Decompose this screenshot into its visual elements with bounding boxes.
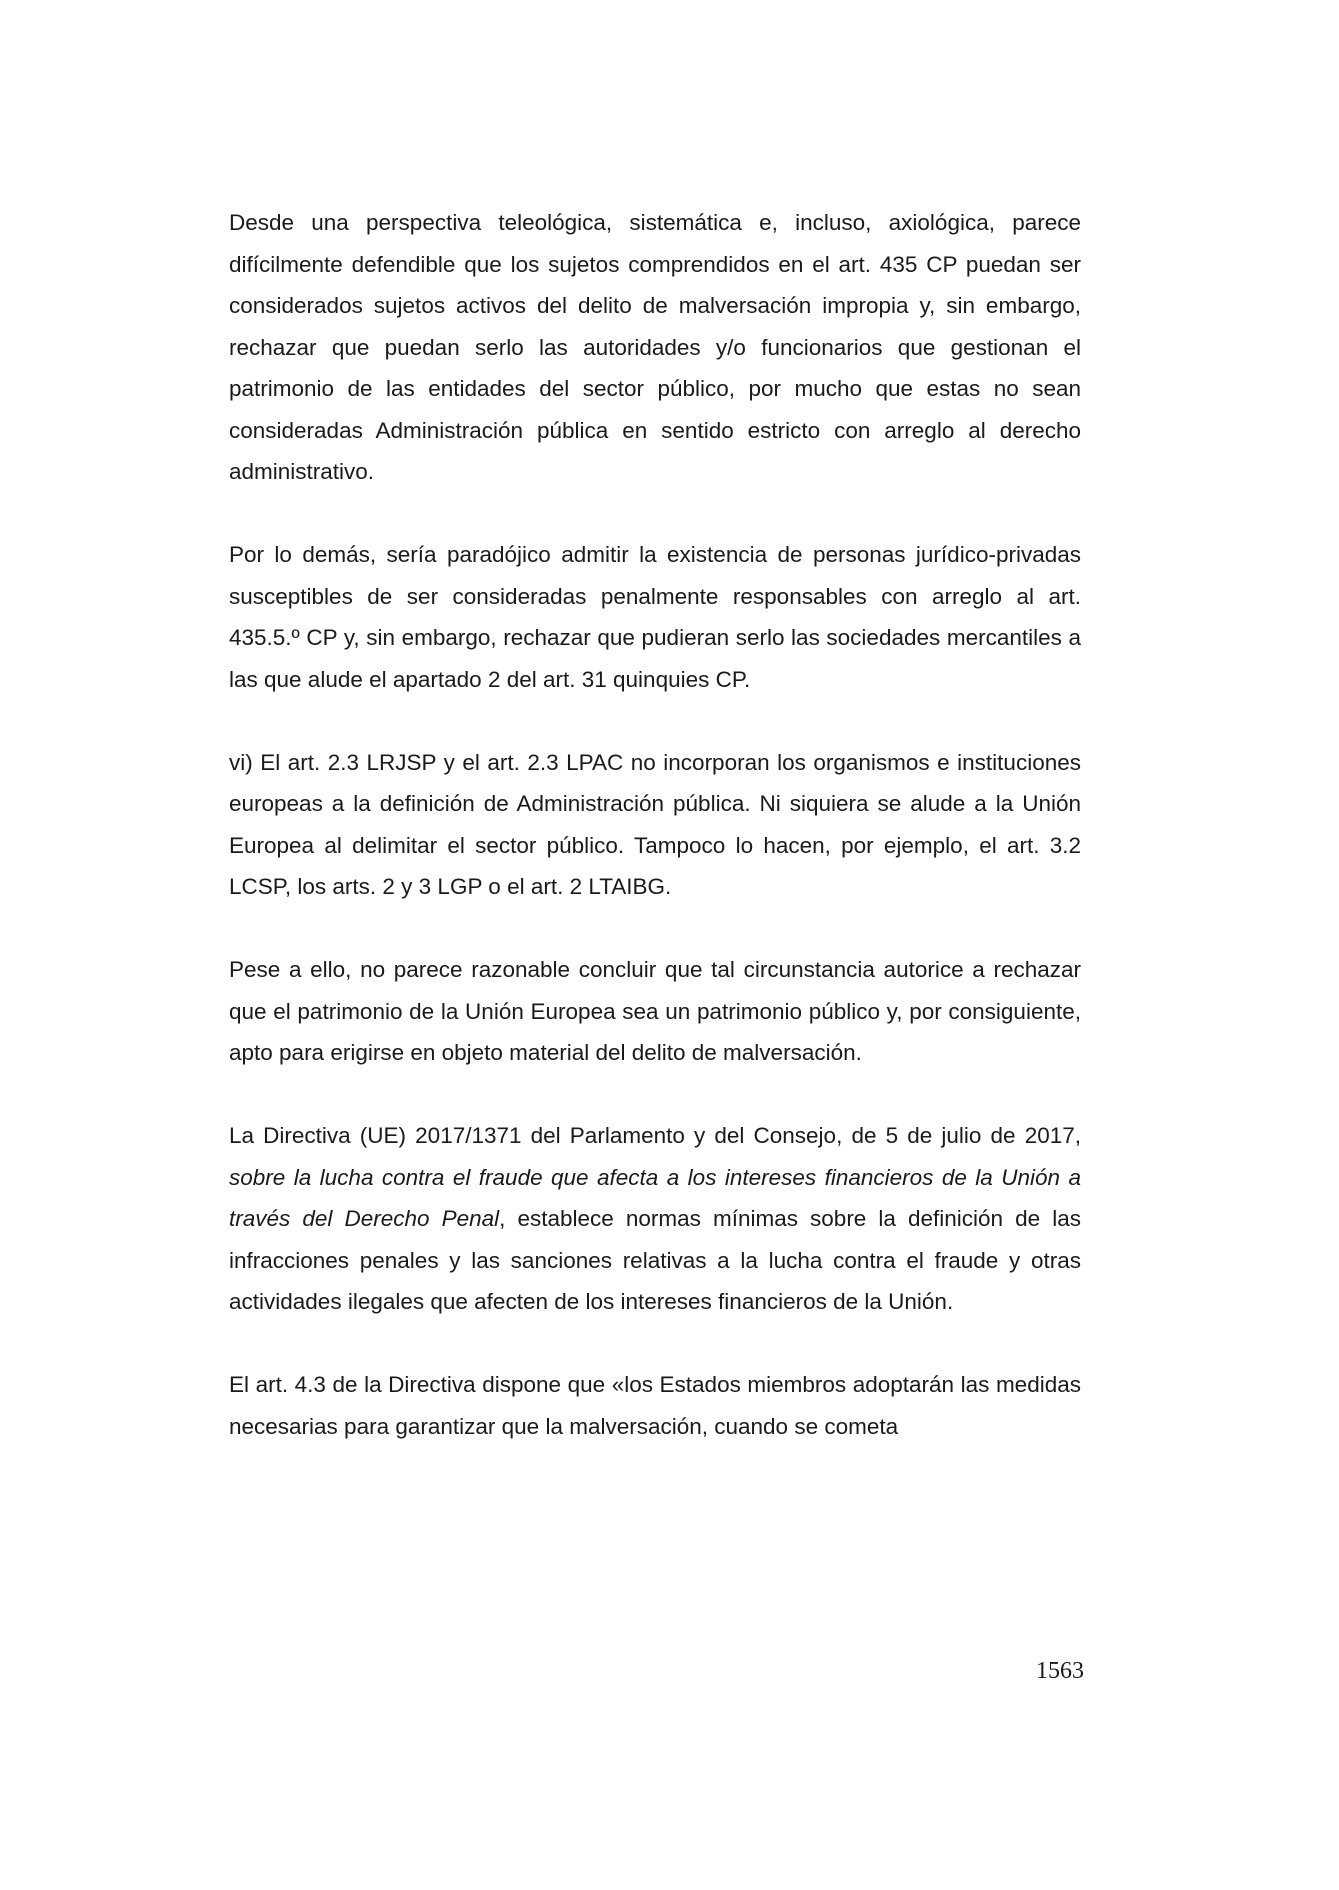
paragraph-pese-a-ello: Pese a ello, no parece razonable concluir que tal circunstancia autorice a rechazar que el patrimonio de la Unión Europea sea un patrimonio público y, por consiguiente, apto para erigirse en objeto material del delito de malversación. [229,957,1081,1065]
body-text [229,202,1081,1447]
paragraph-vi-lrjsp: vi) El art. 2.3 LRJSP y el art. 2.3 LPAC no incorporan los organismos e instituciones europeas a la definición de Administración pública. Ni siquiera se alude a la Unión Europea al delimitar el sector público. Tampoco lo hacen, por ejemplo, el art. 3.2 LCSP, los arts. 2 y 3 LGP o el art. 2 LTAIBG. [229,749,1081,899]
paragraph-directiva [229,1115,1081,1323]
directiva-rest-text: , establece normas mínimas sobre la definición de las infracciones penales y las sanciones relativas a la lucha contra el fraude y otras actividades ilegales que afecten de los intereses financieros de la Unión. [229,1206,1081,1314]
directiva-title-italic: sobre la lucha contra el fraude que afecta a los intereses financieros de la Unión a través del Derecho Penal [229,1164,1081,1231]
page-number: 1563 [1036,1658,1084,1684]
paragraph-art-4-3: El art. 4.3 de la Directiva dispone que «los Estados miembros adoptarán las medidas necesarias para garantizar que la malversación, cuando se cometa [229,1372,1081,1439]
paragraph-paradojico: Por lo demás, sería paradójico admitir la existencia de personas jurídico-privadas susceptibles de ser consideradas penalmente responsables con arreglo al art. 435.5.º CP y, sin embargo, rechazar que pudieran serlo las sociedades mercantiles a las que alude el apartado 2 del art. 31 quinquies CP. [229,542,1081,692]
paragraph-teleologica: Desde una perspectiva teleológica, sistemática e, incluso, axiológica, parece difícilmente defendible que los sujetos comprendidos en el art. 435 CP puedan ser considerados sujetos activos del delito de malversación impropia y, sin embargo, rechazar que puedan serlo las autoridades y/o funcionarios que gestionan el patrimonio de las entidades del sector público, por mucho que estas no sean consideradas Administración pública en sentido estricto con arreglo al derecho administrativo. [229,210,1081,484]
directiva-intro-text: La Directiva (UE) 2017/1371 del Parlamento y del Consejo, de 5 de julio de 2017, [229,1123,1081,1148]
